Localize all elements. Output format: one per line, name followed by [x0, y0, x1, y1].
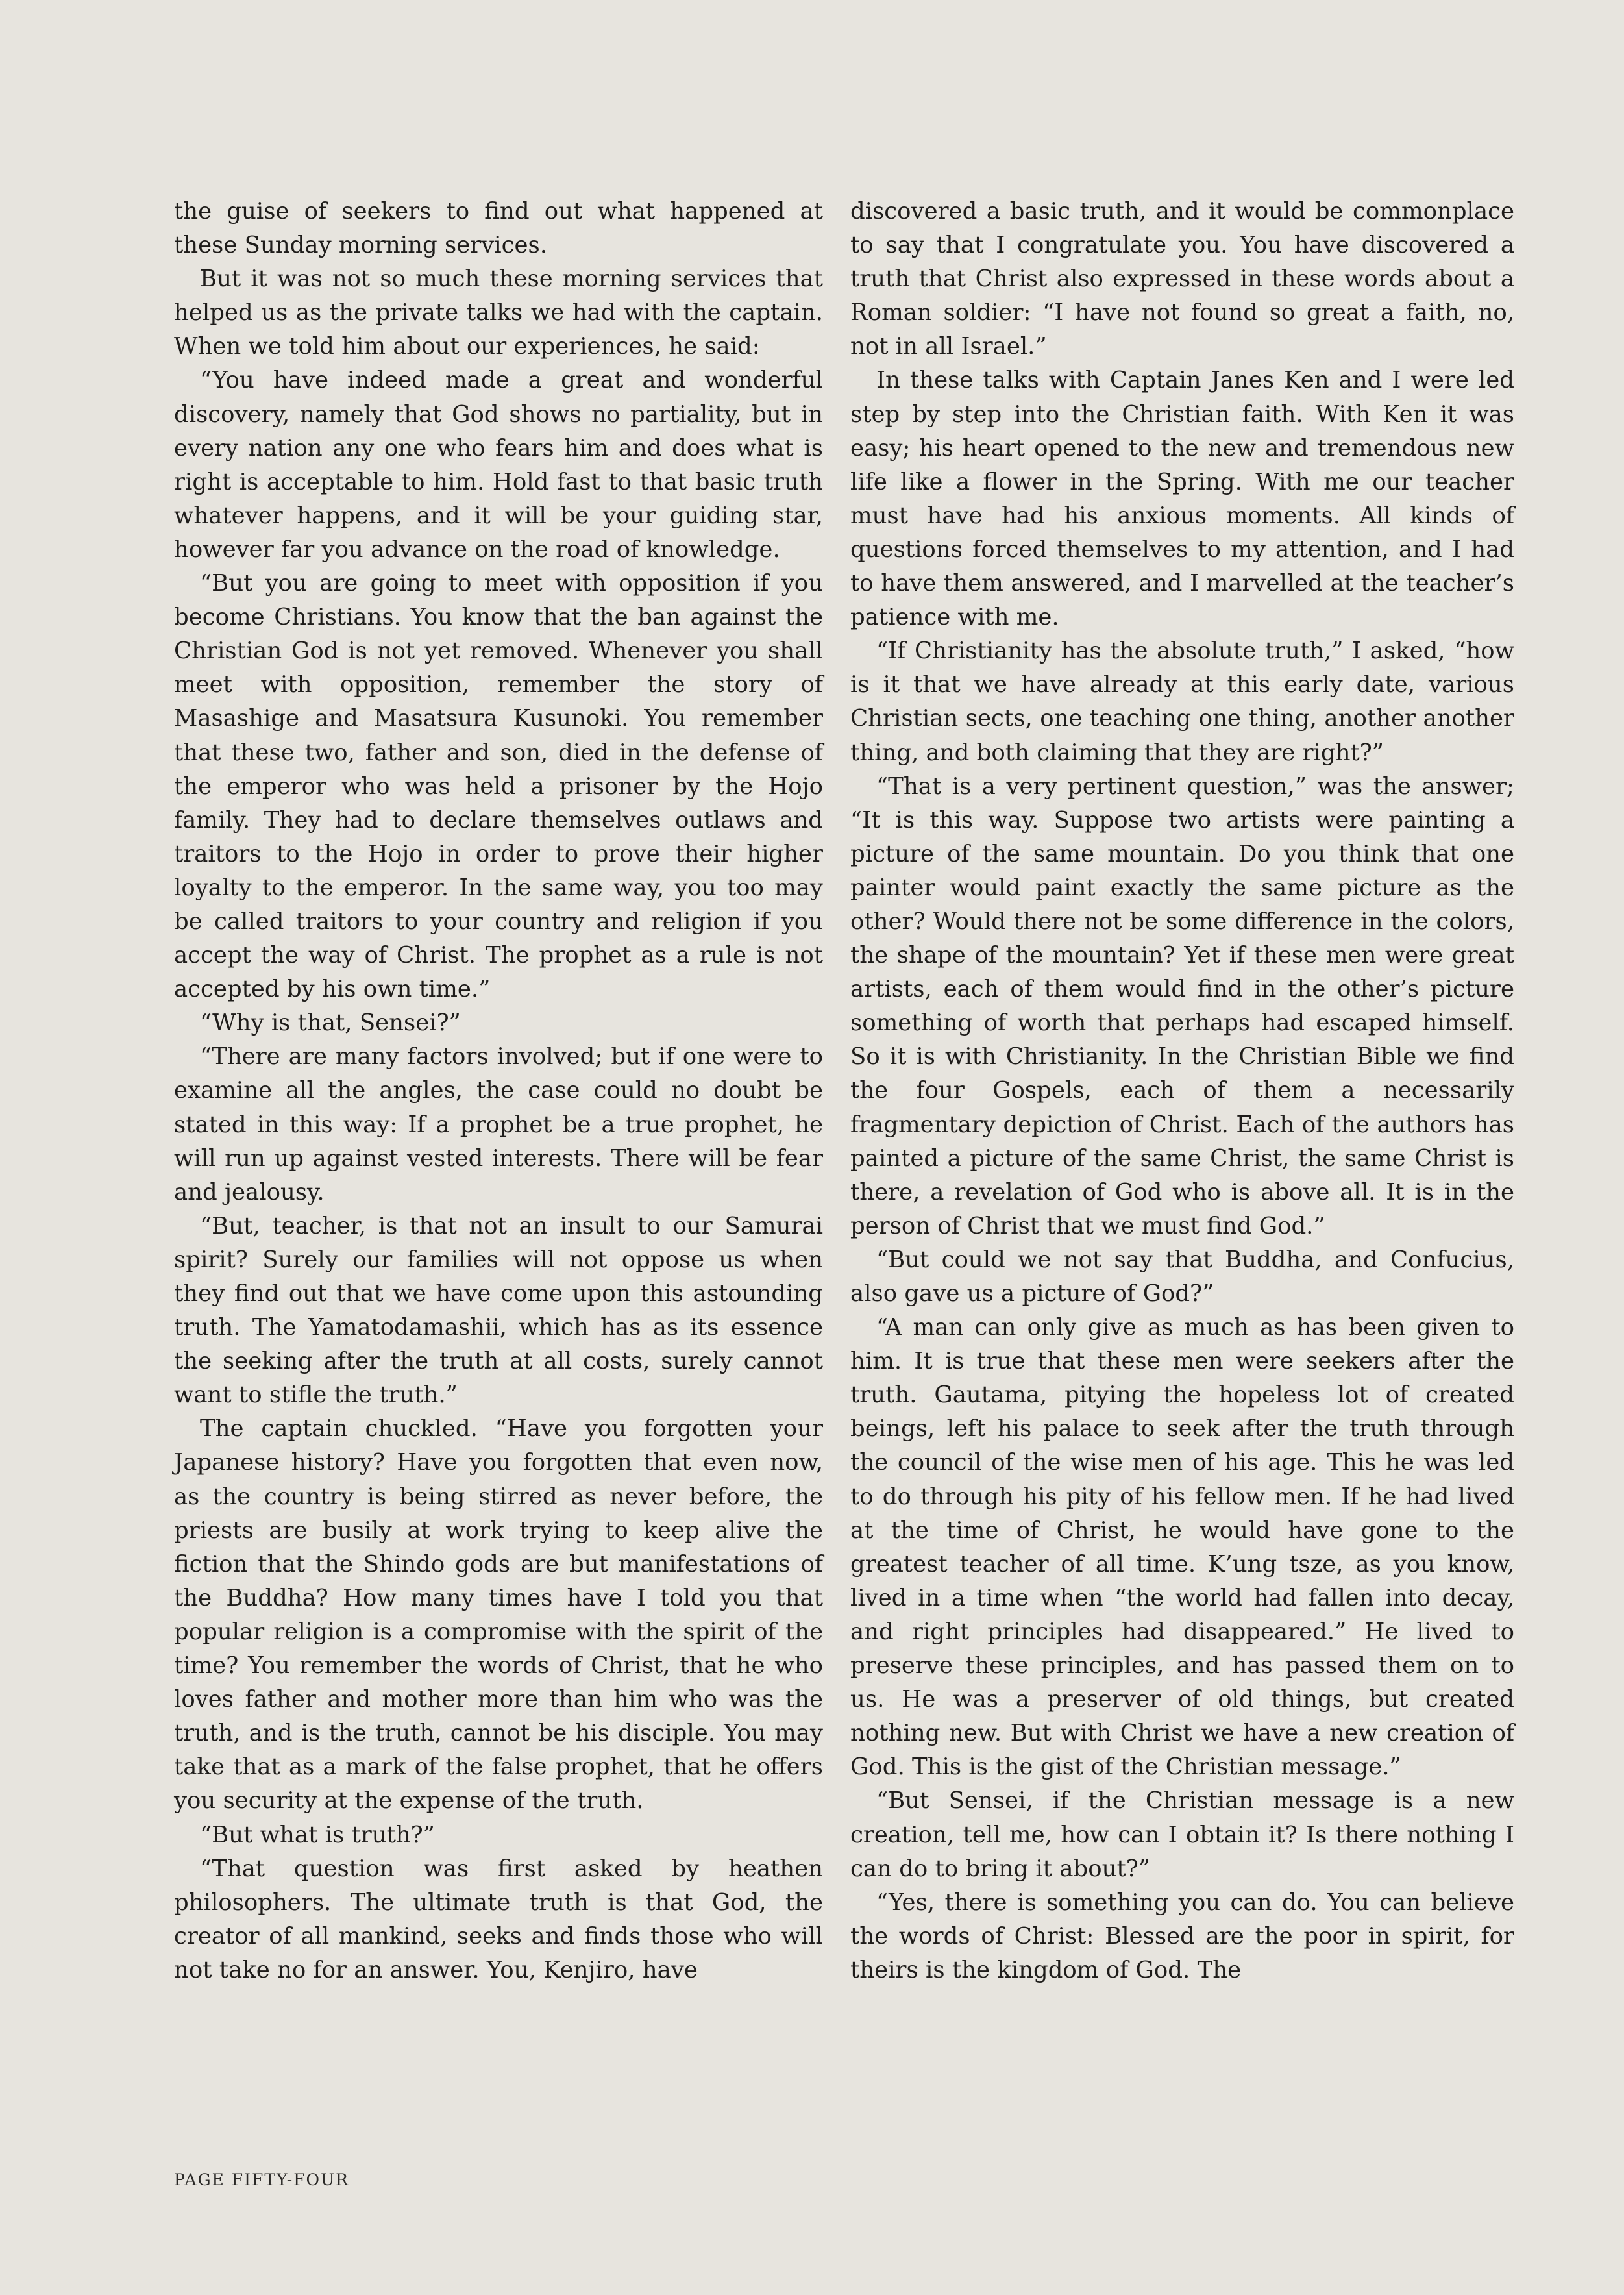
- paragraph: The captain chuckled. “Have you forgotten your Japanese history? Have you forgotten that even now, as the country is being stirred as never before, the priests are busily at work trying to keep alive the fiction that the Shindo gods are but manifestations of the Buddha? How many times have I told you that popular religion is a compromise with the spirit of the time? You remember the words of Christ, that he who loves father and mother more than him who was the truth, and is the truth, cannot be his disciple. You may take that as a mark of the false prophet, that he offers you security at the expense of the truth.: [174, 1415, 823, 1815]
- paragraph: “Why is that, Sensei?”: [200, 1010, 461, 1037]
- paragraph: In these talks with Captain Janes Ken and I were led step by step into the Christian faith. With Ken it was easy; his heart opened to the new and tremendous new life like a flower in the Spring. With me our teacher must have had his anxious moments. All kinds of questions forced themselves to my attention, and I had to have them answered, and I marvelled at the teacher’s patience with me.: [850, 367, 1514, 631]
- page-number-footer: PAGE FIFTY-FOUR: [174, 2170, 349, 2189]
- paragraph: “But you are going to meet with opposition if you become Christians. You know that the ban against the Christian God is not yet removed. Whenever you shall meet with opposition, remember the story of Masashige and Masatsura Kusunoki. You remember that these two, father and son, died in the defense of the emperor who was held a prisoner by the Hojo family. They had to declare themselves outlaws and traitors to the Hojo in order to prove their higher loyalty to the emperor. In the same way, you too may be called traitors to your country and religion if you accept the way of Christ. The prophet as a rule is not accepted by his own time.”: [174, 570, 823, 1003]
- paragraph: “That is a very pertinent question,” was the answer; “It is this way. Suppose two artists were painting a picture of the same mountain. Do you think that one painter would paint exactly the same picture as the other? Would there not be some difference in the colors, the shape of the mountain? Yet if these men were great artists, each of them would find in the other’s picture something of worth that perhaps had escaped himself. So it is with Christianity. In the Christian Bible we find the four Gospels, each of them a necessarily fragmentary depiction of Christ. Each of the authors has painted a picture of the same Christ, the same Christ is there, a revelation of God who is above all. It is in the person of Christ that we must find God.”: [850, 773, 1514, 1239]
- paragraph: “That question was first asked by heathen philosophers. The ultimate truth is that God, the creator of all mankind, seeks and finds those who will not take no for an answer. You, Kenjiro, have: [174, 1855, 823, 1983]
- paragraph: “If Christianity has the absolute truth,” I asked, “how is it that we have already at this early date, various Christian sects, one teaching one thing, another another thing, and both claiming that they are right?”: [850, 638, 1514, 766]
- paragraph: “You have indeed made a great and wonderful discovery, namely that God shows no partiality, but in every nation any one who fears him and does what is right is acceptable to him. Hold fast to that basic truth whatever happens, and it will be your guiding star, however far you advance on the road of knowledge.: [174, 367, 823, 563]
- paragraph: “There are many factors involved; but if one were to examine all the angles, the case could no doubt be stated in this way: If a prophet be a true prophet, he will run up against vested interests. There will be fear and jealousy.: [174, 1043, 823, 1206]
- paragraph: “But what is truth?”: [200, 1821, 435, 1848]
- paragraph: the guise of seekers to find out what happened at these Sunday morning services.: [174, 198, 823, 259]
- paragraph: “But, teacher, is that not an insult to our Samurai spirit? Surely our families will not oppose us when they find out that we have come upon this astounding truth. The Yamatodamashii, which has as its essence the seeking after the truth at all costs, surely cannot want to stifle the truth.”: [174, 1212, 823, 1409]
- left-text-column: [174, 195, 823, 1987]
- paragraph: discovered a basic truth, and it would be commonplace to say that I congratulate you. You have discovered a truth that Christ also expressed in these words about a Roman soldier: “I have not found so great a faith, no, not in all Israel.”: [850, 198, 1514, 360]
- paragraph: “But could we not say that Buddha, and Confucius, also gave us a picture of God?”: [850, 1246, 1514, 1307]
- paragraph: “Yes, there is something you can do. You can believe the words of Christ: Blessed are the poor in spirit, for theirs is the kingdom of God. The: [850, 1889, 1514, 1983]
- paragraph: “But Sensei, if the Christian message is a new creation, tell me, how can I obtain it? Is there nothing I can do to bring it about?”: [850, 1787, 1514, 1882]
- paragraph: “A man can only give as much as has been given to him. It is true that these men were seekers after the truth. Gautama, pitying the hopeless lot of created beings, left his palace to seek after the truth through the council of the wise men of his age. This he was led to do through his pity of his fellow men. If he had lived at the time of Christ, he would have gone to the greatest teacher of all time. K’ung tsze, as you know, lived in a time when “the world had fallen into decay, and right principles had disappeared.” He lived to preserve these principles, and has passed them on to us. He was a preserver of old things, but created nothing new. But with Christ we have a new creation of God. This is the gist of the Christian message.”: [850, 1314, 1514, 1781]
- paragraph: But it was not so much these morning services that helped us as the private talks we had with the captain. When we told him about our experiences, he said:: [174, 266, 823, 360]
- right-text-column: [850, 195, 1514, 1987]
